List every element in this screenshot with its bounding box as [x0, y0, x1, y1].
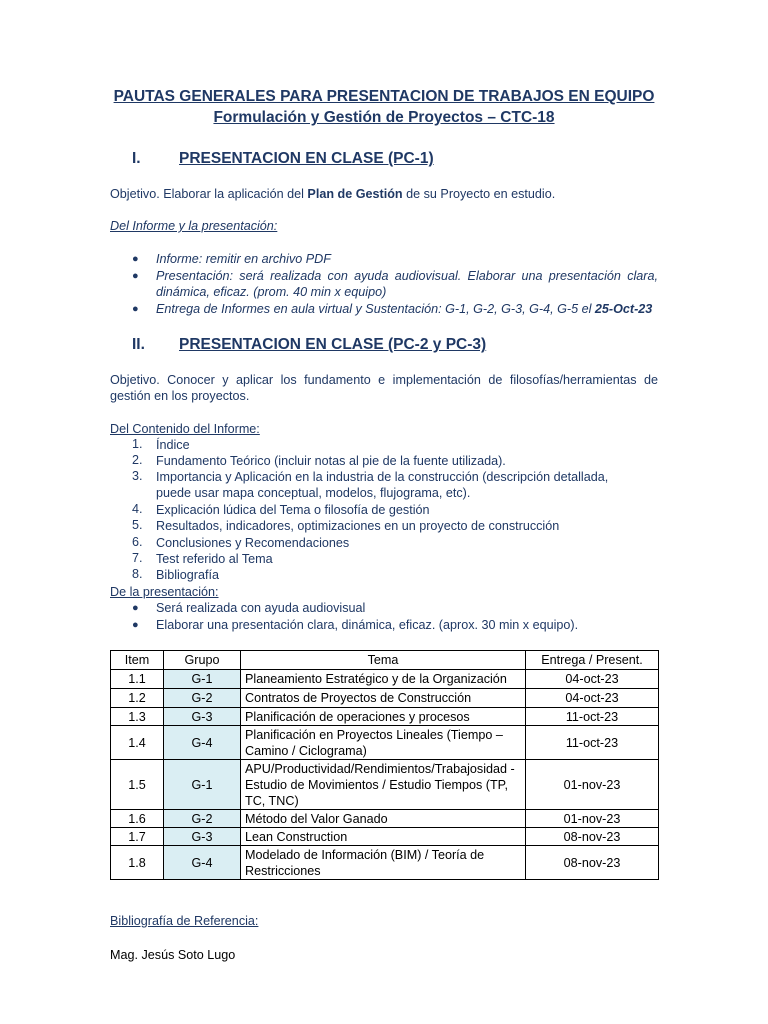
topic-cell: Método del Valor Ganado — [241, 810, 526, 828]
section-2-objective: Objetivo. Conocer y aplicar los fundamento e implementación de filosofías/herramientas de gestión en los proyectos. — [110, 373, 658, 404]
objective-bold-term: Plan de Gestión — [307, 187, 403, 201]
date-cell: 11-oct-23 — [526, 726, 659, 760]
group-cell: G-4 — [164, 726, 241, 760]
date-cell: 11-oct-23 — [526, 708, 659, 726]
bullet-item: Presentación: será realizada con ayuda audiovisual. Elaborar una presentación clara, dinámica, eficaz. (prom. 40 min x equipo) — [156, 269, 658, 300]
column-header: Entrega / Present. — [526, 651, 659, 670]
table-row — [111, 670, 659, 689]
topic-cell: APU/Productividad/Rendimientos/Trabajosidad - Estudio de Movimientos / Estudio Tiempos (TP, TC, TNC) — [241, 760, 526, 810]
column-header: Tema — [241, 651, 526, 670]
topic-cell: Planeamiento Estratégico y de la Organización — [241, 670, 526, 689]
topic-cell: Lean Construction — [241, 828, 526, 846]
objective-text-end: de su Proyecto en estudio. — [402, 187, 556, 201]
schedule-table — [110, 650, 659, 880]
item-cell: 1.8 — [111, 846, 164, 880]
table-row — [111, 810, 659, 828]
list-item-number: 6. — [132, 535, 143, 549]
section-1-subheading: Del Informe y la presentación: — [110, 219, 278, 233]
section-1-title: PRESENTACION EN CLASE (PC-1) — [179, 150, 434, 167]
table-row — [111, 689, 659, 708]
list-item-number: 8. — [132, 567, 143, 581]
list-item-number: 4. — [132, 502, 143, 516]
table-row — [111, 708, 659, 726]
table-row — [111, 846, 659, 880]
date-cell: 08-nov-23 — [526, 828, 659, 846]
author-signature: Mag. Jesús Soto Lugo — [110, 948, 236, 962]
group-cell: G-1 — [164, 760, 241, 810]
table-header-row — [111, 651, 659, 670]
item-cell: 1.5 — [111, 760, 164, 810]
list-item-number: 7. — [132, 551, 143, 565]
topic-cell: Contratos de Proyectos de Construcción — [241, 689, 526, 708]
date-cell: 04-oct-23 — [526, 670, 659, 689]
bullet-item: Será realizada con ayuda audiovisual — [156, 601, 366, 615]
date-cell: 01-nov-23 — [526, 760, 659, 810]
bullet-item — [156, 301, 658, 317]
topic-cell: Modelado de Información (BIM) / Teoría de Restricciones — [241, 846, 526, 880]
group-cell: G-1 — [164, 670, 241, 689]
section-1-objective — [110, 186, 658, 202]
group-cell: G-3 — [164, 708, 241, 726]
list-item: Fundamento Teórico (incluir notas al pie de la fuente utilizada). — [156, 454, 506, 468]
list-item-number: 5. — [132, 518, 143, 532]
list-item: Test referido al Tema — [156, 552, 273, 566]
column-header: Item — [111, 651, 164, 670]
presentation-heading: De la presentación: — [110, 585, 219, 599]
list-item: Bibliografía — [156, 568, 220, 582]
item-cell: 1.3 — [111, 708, 164, 726]
group-cell: G-2 — [164, 689, 241, 708]
date-cell: 04-oct-23 — [526, 689, 659, 708]
topic-cell: Planificación en Proyectos Lineales (Tiempo – Camino / Ciclograma) — [241, 726, 526, 760]
bullet-icon: ● — [132, 602, 139, 614]
table-row — [111, 828, 659, 846]
section-1-number: I. — [132, 150, 141, 167]
date-cell: 01-nov-23 — [526, 810, 659, 828]
bullet-icon: ● — [132, 303, 139, 315]
bullet-icon: ● — [132, 270, 139, 282]
bullet-icon: ● — [132, 253, 139, 265]
item-cell: 1.1 — [111, 670, 164, 689]
list-item: Conclusiones y Recomendaciones — [156, 536, 350, 550]
item-cell: 1.4 — [111, 726, 164, 760]
item-cell: 1.7 — [111, 828, 164, 846]
deadline-date: 25-Oct-23 — [594, 302, 653, 316]
bullet-item: Elaborar una presentación clara, dinámica, eficaz. (aprox. 30 min x equipo). — [156, 618, 579, 632]
item-cell: 1.6 — [111, 810, 164, 828]
bullet-item: Informe: remitir en archivo PDF — [156, 252, 331, 266]
bullet-icon: ● — [132, 619, 139, 631]
item-cell: 1.2 — [111, 689, 164, 708]
group-cell: G-2 — [164, 810, 241, 828]
column-header: Grupo — [164, 651, 241, 670]
bullet-item-text: Entrega de Informes en aula virtual y Sustentación: G-1, G-2, G-3, G-4, G-5 el — [156, 302, 595, 316]
topic-cell: Planificación de operaciones y procesos — [241, 708, 526, 726]
list-item: Explicación lúdica del Tema o filosofía de gestión — [156, 503, 430, 517]
list-item-number: 3. — [132, 469, 143, 483]
section-2-number: II. — [132, 336, 145, 353]
document-title: PAUTAS GENERALES PARA PRESENTACION DE TRABAJOS EN EQUIPO — [113, 88, 655, 105]
section-2-title: PRESENTACION EN CLASE (PC-2 y PC-3) — [179, 336, 487, 353]
table-row — [111, 760, 659, 810]
objective-text-start: Objetivo. Elaborar la aplicación del — [110, 187, 308, 201]
date-cell: 08-nov-23 — [526, 846, 659, 880]
list-item-number: 2. — [132, 453, 143, 467]
bibliography-heading: Bibliografía de Referencia: — [110, 914, 259, 928]
group-cell: G-4 — [164, 846, 241, 880]
group-cell: G-3 — [164, 828, 241, 846]
document-subtitle: Formulación y Gestión de Proyectos – CTC-18 — [213, 109, 555, 126]
list-item-number: 1. — [132, 437, 143, 451]
content-heading: Del Contenido del Informe: — [110, 422, 260, 436]
table-row — [111, 726, 659, 760]
list-item: Importancia y Aplicación en la industria de la construcción (descripción detallada, puede usar mapa conceptual, modelos, flujograma, etc). — [156, 470, 609, 501]
list-item: Resultados, indicadores, optimizaciones en un proyecto de construcción — [156, 519, 560, 533]
list-item: Índice — [156, 438, 190, 452]
